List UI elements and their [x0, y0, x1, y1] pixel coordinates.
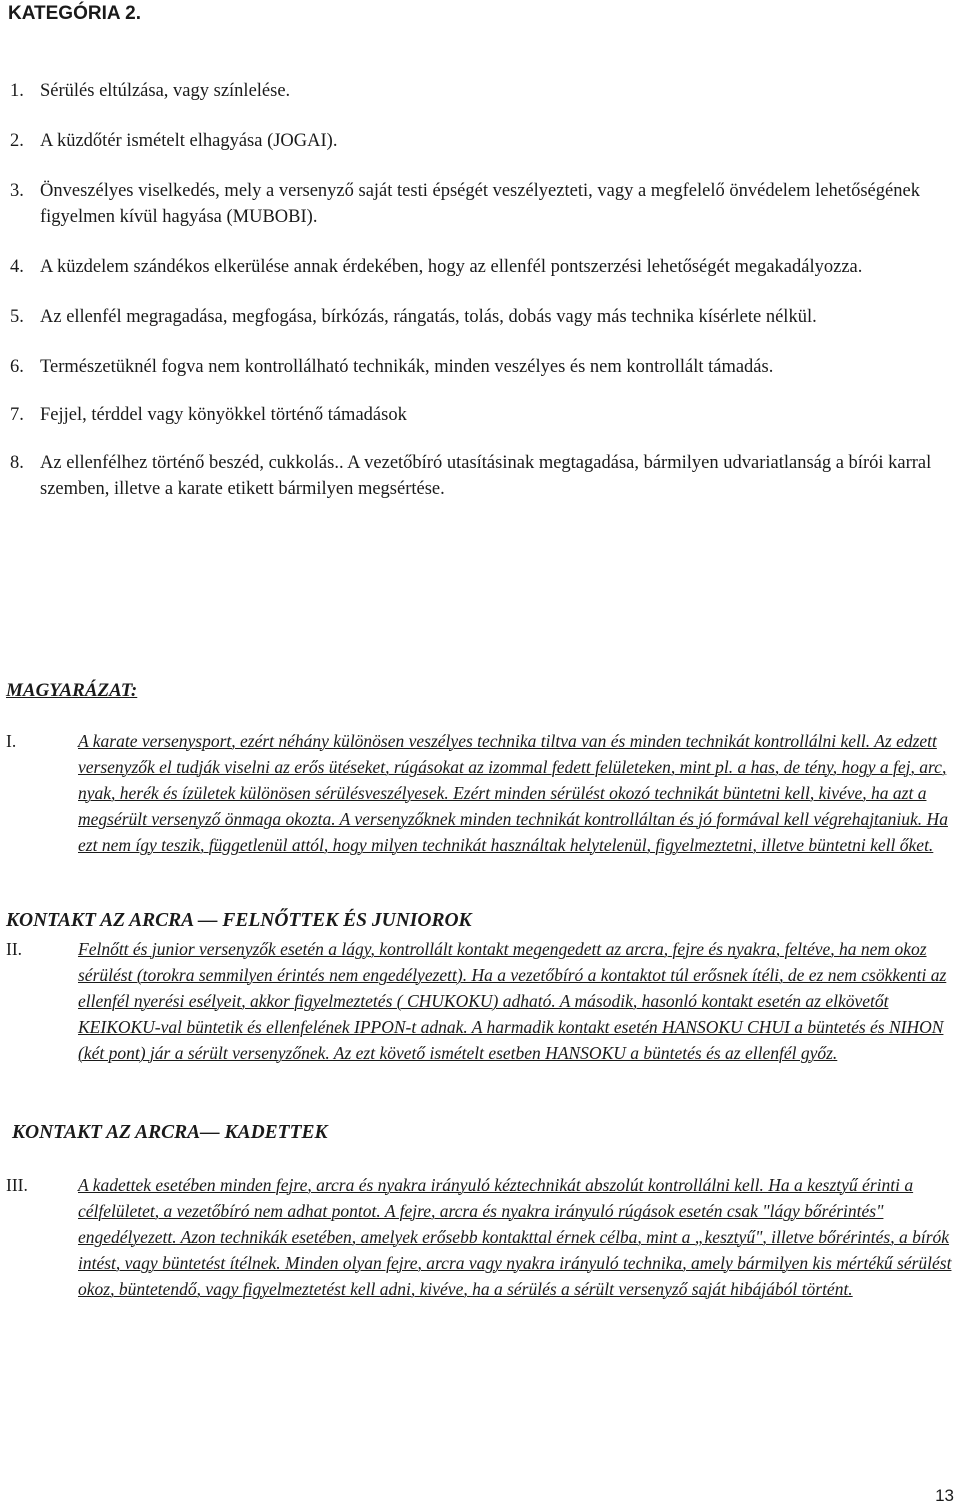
paragraph-text: A kadettek esetében minden fejre, arcra és nyakra irányuló kéztechnikát abszolút kontrollálni kell. Ha a kesztyű érinti a célfelületet, a vezetőbíró nem adhat pontot. A fejre, arcra és nyakra irányuló rúgások esetén csak "lágy bőrérintés" engedélyezett. Azon technikák esetében, amelyek erősebb kontakttal érnek célba, mint a „kesztyű", illetve bőrérintés, a bírók intést, vagy büntetést ítélnek. Minden olyan fejre, arcra vagy nyakra irányuló technika, amely bármilyen kis mértékű sérülést okoz, büntetendő, vagy figyelmeztetést kell adni, kivéve, ha a sérülés a sérült versenyző saját hibájából történt. — [78, 1175, 952, 1299]
list-item-text: Fejjel, térddel vagy könyökkel történő támadások — [40, 405, 407, 425]
list-item-number: 1. — [10, 81, 24, 101]
paragraph-text: Felnőtt és junior versenyzők esetén a lágy, kontrollált kontakt megengedett az arcra, fejre és nyakra, feltéve, ha nem okoz sérülést (torokra semmilyen érintés nem engedélyezett). Ha a vezetőbíró a kontaktot túl erősnek ítéli, de ez nem csökkenti az ellenfél nyerési esélyeit, akkor figyelmeztetés ( CHUKOKU) adható. A második, hasonló kontakt esetén az elkövetőt KEIKOKU-val büntetik és ellenfelének IPPON-t adnak. A harmadik kontakt esetén HANSOKU CHUI a büntetés és NIHON (két pont) jár a sérült versenyzőnek. Az ezt követő ismételt esetben HANSOKU a büntetés és az ellenfél győz. — [78, 939, 947, 1063]
adults-paragraph — [6, 936, 956, 1066]
list-item — [10, 402, 955, 428]
list-item — [10, 450, 955, 502]
list-item — [10, 178, 955, 230]
paragraph-text: A karate versenysport, ezért néhány különösen veszélyes technika tiltva van és minden technikát kontrollálni kell. Az edzett versenyzők el tudják viselni az erős ütéseket, rúgásokat az izommal fedett felületeken, mint pl. a has, de tény, hogy a fej, arc, nyak, herék és ízületek különösen sérülésveszélyesek. Ezért minden sérülést okozó technikát büntetni kell, kivéve, ha azt a megsérült versenyző önmaga okozta. A versenyzőknek minden technikát kontrolláltan és jó formával kell végrehajtaniuk. Ha ezt nem így teszik, függetlenül attól, hogy milyen technikát használtak helytelenül, figyelmeztetni, illetve büntetni kell őket. — [78, 731, 948, 855]
cadets-paragraph — [6, 1172, 956, 1302]
list-item — [10, 304, 955, 330]
list-item-text: Sérülés eltúlzása, vagy színlelése. — [40, 81, 291, 101]
list-item-text: A küzdőtér ismételt elhagyása (JOGAI). — [40, 131, 338, 151]
section-heading-adults: KONTAKT AZ ARCRA — FELNŐTTEK ÉS JUNIOROK — [6, 910, 472, 931]
list-item-number: 7. — [10, 405, 24, 425]
list-item-number: 8. — [10, 453, 24, 473]
explanation-heading: MAGYARÁZAT: — [6, 680, 138, 701]
paragraph-number: I. — [6, 731, 17, 751]
section-heading-cadets: KONTAKT AZ ARCRA— KADETTEK — [12, 1122, 328, 1143]
page-number: 13 — [935, 1486, 954, 1505]
list-item — [10, 254, 955, 280]
list-item-text: Természetüknél fogva nem kontrollálható technikák, minden veszélyes és nem kontrollált támadás. — [40, 357, 774, 377]
list-item-text: Az ellenfélhez történő beszéd, cukkolás.. A vezetőbíró utasításinak megtagadása, bármilyen udvariatlanság a bírói karral szemben, illetve a karate etikett bármilyen megsértése. — [40, 453, 932, 499]
list-item-text: A küzdelem szándékos elkerülése annak érdekében, hogy az ellenfél pontszerzési lehetőségét megakadályozza. — [40, 257, 863, 277]
list-item-number: 3. — [10, 181, 24, 201]
list-item-number: 2. — [10, 131, 24, 151]
list-item-text: Az ellenfél megragadása, megfogása, bírkózás, rángatás, tolás, dobás vagy más technika kísérlete nélkül. — [40, 307, 817, 327]
list-item — [10, 128, 955, 154]
infraction-list — [10, 78, 955, 526]
page-title: KATEGÓRIA 2. — [8, 3, 142, 24]
paragraph-number: II. — [6, 939, 23, 959]
list-item-number: 5. — [10, 307, 24, 327]
explanation-paragraph — [6, 728, 956, 858]
list-item-text: Önveszélyes viselkedés, mely a versenyző saját testi épségét veszélyezteti, vagy a megfelelő önvédelem lehetőségének figyelmen kívül hagyása (MUBOBI). — [40, 181, 920, 227]
list-item — [10, 78, 955, 104]
list-item-number: 4. — [10, 257, 24, 277]
list-item — [10, 354, 955, 380]
list-item-number: 6. — [10, 357, 24, 377]
paragraph-number: III. — [6, 1175, 28, 1195]
